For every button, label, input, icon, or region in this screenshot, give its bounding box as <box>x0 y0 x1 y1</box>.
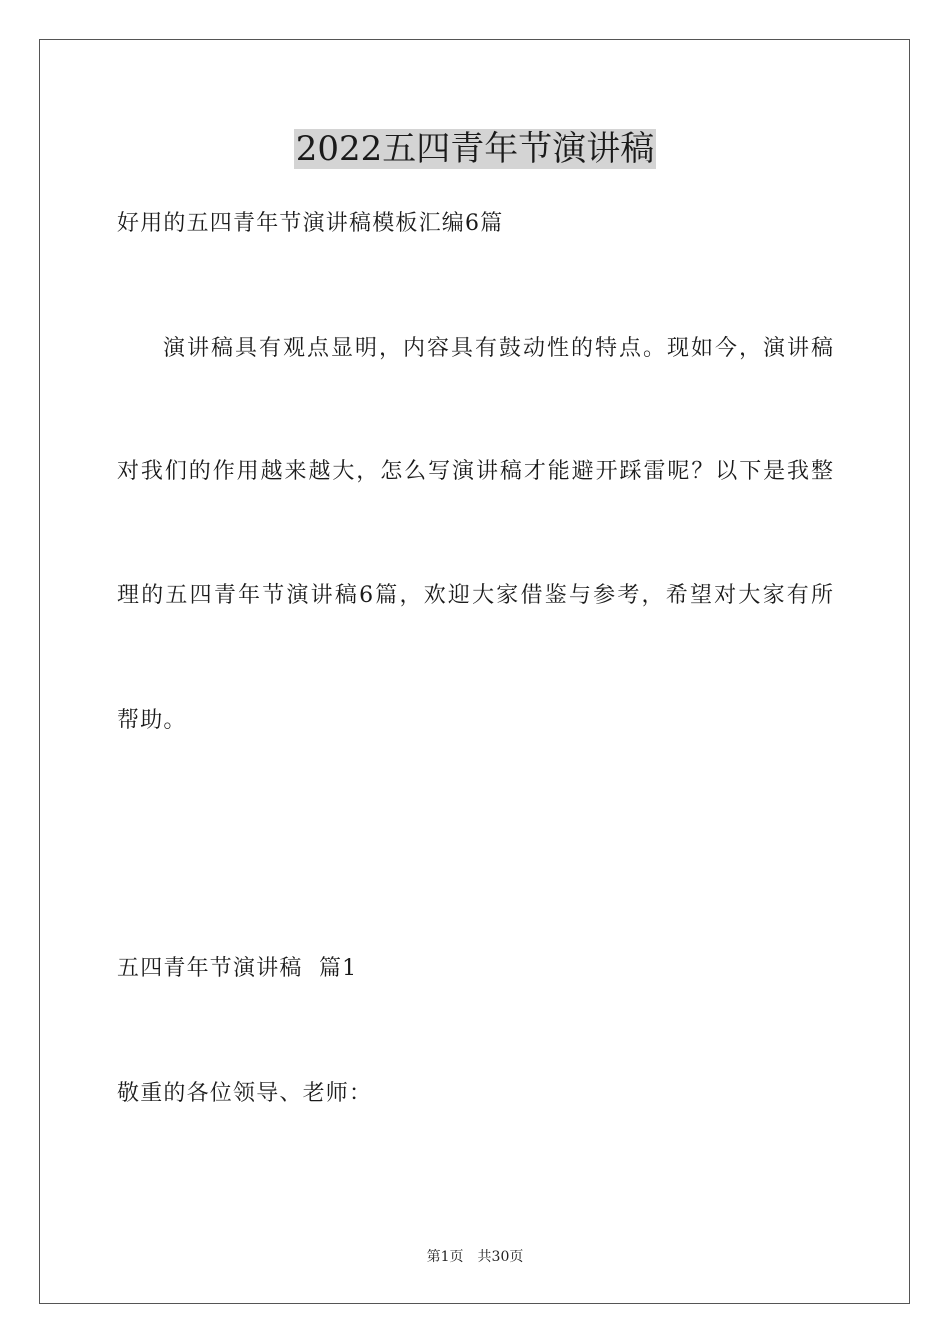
intro-line-2: 对我们的作用越来越大，怎么写演讲稿才能避开踩雷呢？以下是我整 <box>117 459 833 484</box>
section-heading: 五四青年节演讲稿 篇1 <box>117 956 358 981</box>
title-highlight: 2022五四青年节演讲稿 <box>295 129 655 169</box>
intro-line-3: 理的五四青年节演讲稿6篇，欢迎大家借鉴与参考，希望对大家有所 <box>117 583 833 608</box>
intro-line-1: 演讲稿具有观点显明，内容具有鼓动性的特点。现如今，演讲稿 <box>163 336 833 361</box>
page-footer <box>0 1247 950 1267</box>
subtitle: 好用的五四青年节演讲稿模板汇编6篇 <box>117 211 504 236</box>
salutation: 敬重的各位领导、老师： <box>117 1081 373 1106</box>
page-number: 第1页 <box>426 1249 464 1265</box>
intro-line-4: 帮助。 <box>117 708 187 733</box>
document-title <box>0 124 950 174</box>
page-total: 共30页 <box>477 1249 524 1265</box>
